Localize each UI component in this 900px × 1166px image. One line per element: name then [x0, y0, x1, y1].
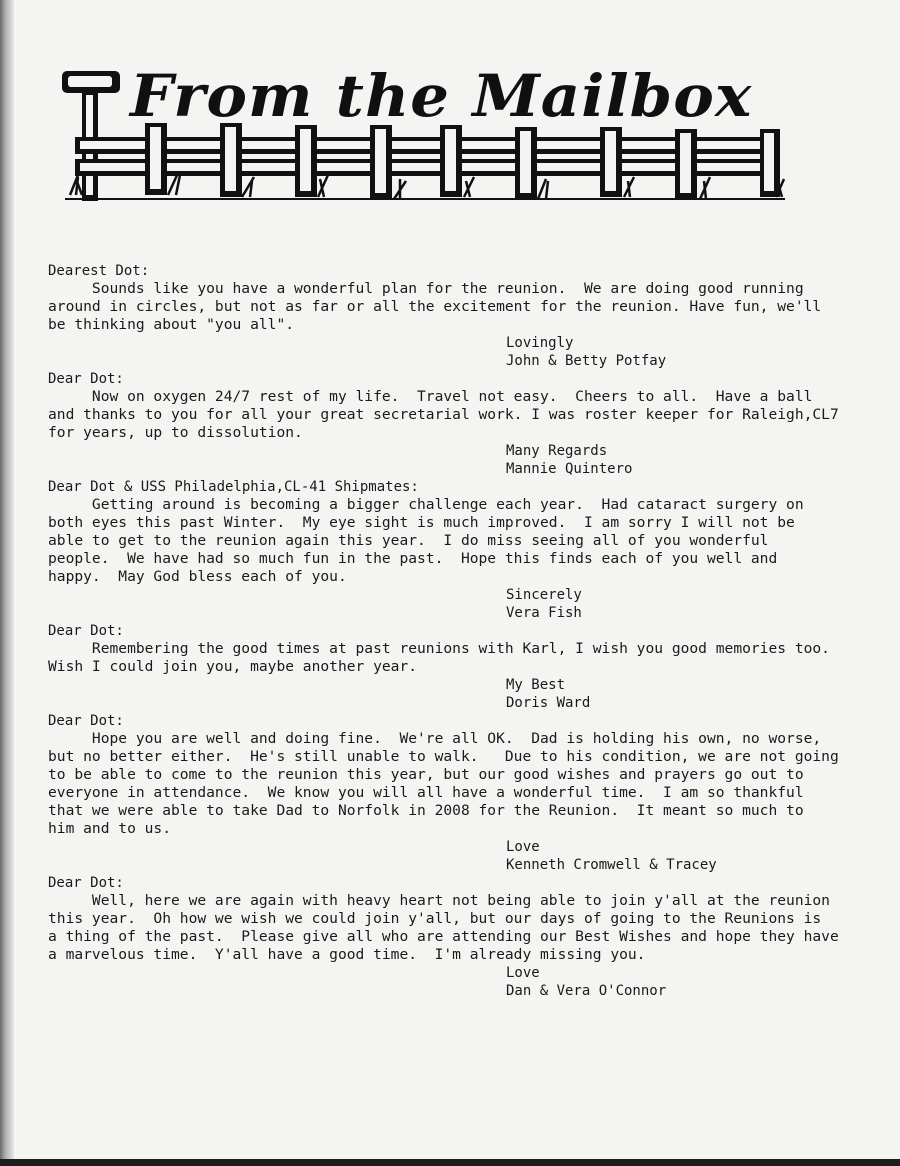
body-line: this year. Oh how we wish we could join y'all, but our days of going to the Reunions is [48, 910, 822, 927]
body-line: a thing of the past. Please give all who are attending our Best Wishes and hope they have [48, 928, 839, 945]
page-edge-shadow [0, 0, 14, 1166]
closing: Love [506, 965, 540, 981]
salutation: Dear Dot & USS Philadelphia,CL-41 Shipmates: [48, 479, 419, 495]
body-line: everyone in attendance. We know you will all have a wonderful time. I am so thankful [48, 784, 804, 801]
body-line: Now on oxygen 24/7 rest of my life. Travel not easy. Cheers to all. Have a ball [48, 388, 813, 405]
letters-section [48, 262, 878, 1000]
closing: Love [506, 839, 540, 855]
letter-3 [48, 478, 878, 622]
body-line: but no better either. He's still unable to walk. Due to his condition, we are not going [48, 748, 839, 765]
signature: John & Betty Potfay [506, 353, 667, 369]
closing: Sincerely [506, 587, 582, 603]
body-line: for years, up to dissolution. [48, 424, 303, 441]
salutation: Dearest Dot: [48, 263, 150, 279]
body-line: both eyes this past Winter. My eye sight is much improved. I am sorry I will not be [48, 514, 795, 531]
body-line: Getting around is becoming a bigger challenge each year. Had cataract surgery on [48, 496, 804, 513]
closing: Lovingly [506, 335, 574, 351]
signature: Kenneth Cromwell & Tracey [506, 857, 717, 873]
body-line: be thinking about "you all". [48, 316, 295, 333]
salutation: Dear Dot: [48, 713, 124, 729]
body-line: happy. May God bless each of you. [48, 568, 347, 585]
closing: Many Regards [506, 443, 608, 459]
letter-6 [48, 874, 878, 1000]
body-line: able to get to the reunion again this year. I do miss seeing all of you wonderful [48, 532, 769, 549]
letter-1 [48, 262, 878, 370]
body-line: him and to us. [48, 820, 172, 837]
signature: Mannie Quintero [506, 461, 633, 477]
salutation: Dear Dot: [48, 371, 124, 387]
letter-2 [48, 370, 878, 478]
signature: Dan & Vera O'Connor [506, 983, 667, 999]
body-line: and thanks to you for all your great secretarial work. I was roster keeper for Raleigh,CL7 [48, 406, 839, 423]
body-line: Sounds like you have a wonderful plan for the reunion. We are doing good running [48, 280, 804, 297]
body-line: people. We have had so much fun in the past. Hope this finds each of you well and [48, 550, 778, 567]
page-title: From the Mailbox [130, 62, 753, 130]
body-line: around in circles, but not as far or all the excitement for the reunion. Have fun, we'll [48, 298, 822, 315]
signature: Doris Ward [506, 695, 591, 711]
salutation: Dear Dot: [48, 875, 124, 891]
body-line: to be able to come to the reunion this year, but our good wishes and prayers go out to [48, 766, 804, 783]
header-banner [60, 55, 790, 205]
salutation: Dear Dot: [48, 623, 124, 639]
page-bottom-edge [0, 1159, 900, 1166]
body-line: Well, here we are again with heavy heart not being able to join y'all at the reunion [48, 892, 830, 909]
letter-5 [48, 712, 878, 874]
signature: Vera Fish [506, 605, 582, 621]
closing: My Best [506, 677, 566, 693]
body-line: that we were able to take Dad to Norfolk in 2008 for the Reunion. It meant so much to [48, 802, 804, 819]
body-line: Remembering the good times at past reunions with Karl, I wish you good memories too. [48, 640, 830, 657]
body-line: Hope you are well and doing fine. We're all OK. Dad is holding his own, no worse, [48, 730, 822, 747]
body-line: Wish I could join you, maybe another year. [48, 658, 418, 675]
letter-4 [48, 622, 878, 712]
body-line: a marvelous time. Y'all have a good time. I'm already missing you. [48, 946, 646, 963]
